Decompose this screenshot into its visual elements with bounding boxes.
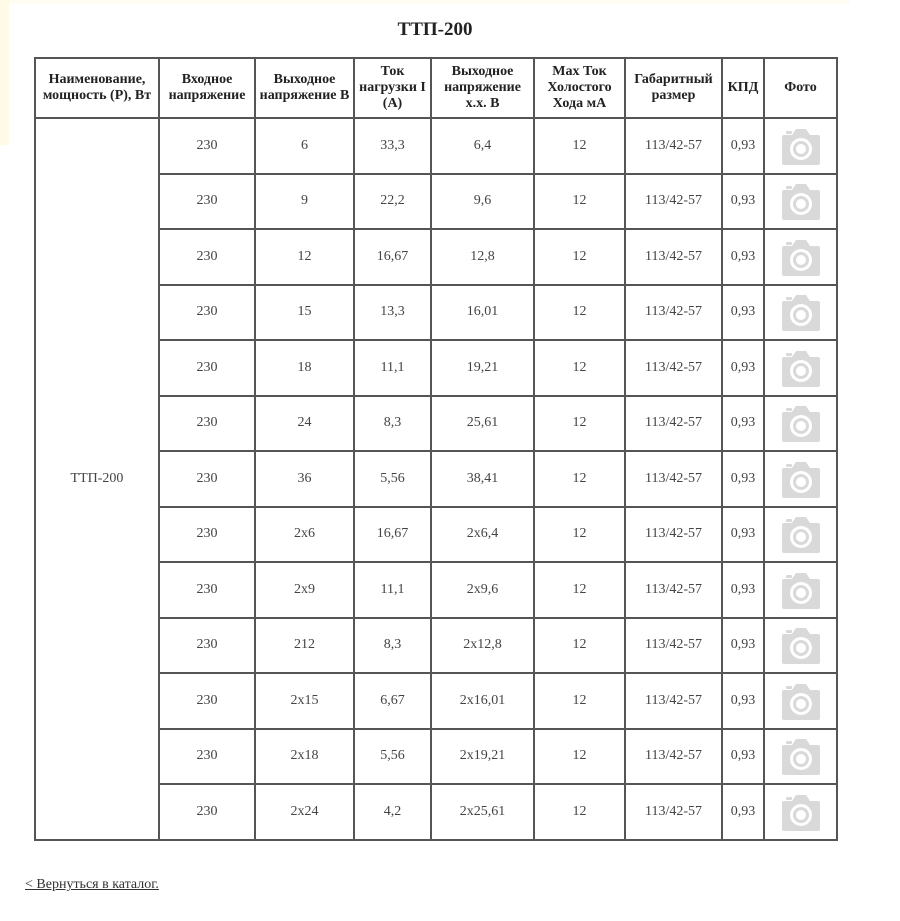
cell-load-current: 16,67 (354, 507, 431, 563)
cell-size: 113/42-57 (625, 340, 722, 396)
cell-idle-current: 12 (534, 229, 625, 285)
camera-placeholder-icon[interactable] (780, 348, 822, 388)
header-load-current: Ток нагрузки I (А) (354, 58, 431, 118)
cell-idle-current: 12 (534, 118, 625, 174)
cell-photo (764, 396, 837, 452)
cell-idle-current: 12 (534, 673, 625, 729)
cell-input-voltage: 230 (159, 507, 255, 563)
cell-output-voltage: 6 (255, 118, 354, 174)
cell-efficiency: 0,93 (722, 396, 764, 452)
specs-table (34, 57, 838, 841)
camera-placeholder-icon[interactable] (780, 792, 822, 832)
camera-placeholder-icon[interactable] (780, 570, 822, 610)
cell-size: 113/42-57 (625, 451, 722, 507)
cell-photo (764, 729, 837, 785)
cell-output-voltage: 2х18 (255, 729, 354, 785)
cell-output-voltage: 36 (255, 451, 354, 507)
cell-idle-current: 12 (534, 562, 625, 618)
page-title: ТТП-200 (397, 19, 473, 40)
cell-idle-current: 12 (534, 507, 625, 563)
header-photo: Фото (764, 58, 837, 118)
cell-photo (764, 174, 837, 230)
cell-input-voltage: 230 (159, 174, 255, 230)
cell-efficiency: 0,93 (722, 229, 764, 285)
cell-input-voltage: 230 (159, 673, 255, 729)
cell-load-current: 4,2 (354, 784, 431, 840)
cell-input-voltage: 230 (159, 285, 255, 341)
cell-idle-voltage: 6,4 (431, 118, 534, 174)
cell-photo (764, 285, 837, 341)
cell-idle-current: 12 (534, 174, 625, 230)
table-row (35, 118, 837, 174)
cell-size: 113/42-57 (625, 118, 722, 174)
cell-photo (764, 340, 837, 396)
cell-load-current: 22,2 (354, 174, 431, 230)
cell-size: 113/42-57 (625, 285, 722, 341)
cell-output-voltage: 2х6 (255, 507, 354, 563)
cell-load-current: 13,3 (354, 285, 431, 341)
camera-placeholder-icon[interactable] (780, 292, 822, 332)
cell-idle-voltage: 2х25,61 (431, 784, 534, 840)
cell-load-current: 8,3 (354, 396, 431, 452)
cell-input-voltage: 230 (159, 729, 255, 785)
cell-input-voltage: 230 (159, 562, 255, 618)
cell-photo (764, 562, 837, 618)
camera-placeholder-icon[interactable] (780, 625, 822, 665)
camera-placeholder-icon[interactable] (780, 681, 822, 721)
cell-size: 113/42-57 (625, 729, 722, 785)
cell-load-current: 8,3 (354, 618, 431, 674)
cell-efficiency: 0,93 (722, 618, 764, 674)
cell-size: 113/42-57 (625, 784, 722, 840)
header-idle-voltage: Выходное напряжение х.х. В (431, 58, 534, 118)
cell-idle-voltage: 2х6,4 (431, 507, 534, 563)
cell-idle-voltage: 2х19,21 (431, 729, 534, 785)
cell-efficiency: 0,93 (722, 507, 764, 563)
top-accent (0, 0, 850, 4)
cell-size: 113/42-57 (625, 562, 722, 618)
cell-efficiency: 0,93 (722, 451, 764, 507)
cell-idle-voltage: 16,01 (431, 285, 534, 341)
back-to-catalog-link[interactable]: < Вернуться в каталог. (25, 877, 159, 892)
camera-placeholder-icon[interactable] (780, 459, 822, 499)
cell-idle-voltage: 12,8 (431, 229, 534, 285)
cell-photo (764, 618, 837, 674)
cell-output-voltage: 9 (255, 174, 354, 230)
camera-placeholder-icon[interactable] (780, 736, 822, 776)
cell-idle-voltage: 2х16,01 (431, 673, 534, 729)
cell-photo (764, 673, 837, 729)
header-input-voltage: Входное напряжение (159, 58, 255, 118)
cell-load-current: 11,1 (354, 562, 431, 618)
cell-idle-current: 12 (534, 729, 625, 785)
cell-idle-current: 12 (534, 340, 625, 396)
camera-placeholder-icon[interactable] (780, 237, 822, 277)
camera-placeholder-icon[interactable] (780, 181, 822, 221)
cell-output-voltage: 12 (255, 229, 354, 285)
cell-idle-current: 12 (534, 618, 625, 674)
cell-efficiency: 0,93 (722, 673, 764, 729)
header-efficiency: КПД (722, 58, 764, 118)
cell-load-current: 5,56 (354, 451, 431, 507)
camera-placeholder-icon[interactable] (780, 514, 822, 554)
cell-load-current: 6,67 (354, 673, 431, 729)
cell-input-voltage: 230 (159, 451, 255, 507)
cell-efficiency: 0,93 (722, 285, 764, 341)
cell-output-voltage: 24 (255, 396, 354, 452)
cell-size: 113/42-57 (625, 673, 722, 729)
cell-idle-voltage: 2х12,8 (431, 618, 534, 674)
cell-efficiency: 0,93 (722, 118, 764, 174)
cell-efficiency: 0,93 (722, 562, 764, 618)
cell-load-current: 16,67 (354, 229, 431, 285)
cell-size: 113/42-57 (625, 507, 722, 563)
cell-efficiency: 0,93 (722, 784, 764, 840)
cell-photo (764, 118, 837, 174)
cell-idle-voltage: 2х9,6 (431, 562, 534, 618)
cell-output-voltage: 2х9 (255, 562, 354, 618)
cell-efficiency: 0,93 (722, 174, 764, 230)
header-size: Габаритный размер (625, 58, 722, 118)
camera-placeholder-icon[interactable] (780, 403, 822, 443)
cell-idle-current: 12 (534, 396, 625, 452)
cell-idle-current: 12 (534, 285, 625, 341)
cell-load-current: 11,1 (354, 340, 431, 396)
cell-input-voltage: 230 (159, 118, 255, 174)
header-row (35, 58, 837, 118)
cell-output-voltage: 15 (255, 285, 354, 341)
header-idle-current: Max Ток Холостого Хода мА (534, 58, 625, 118)
cell-load-current: 5,56 (354, 729, 431, 785)
cell-size: 113/42-57 (625, 174, 722, 230)
product-name-cell: ТТП-200 (35, 118, 159, 840)
cell-output-voltage: 18 (255, 340, 354, 396)
cell-idle-current: 12 (534, 451, 625, 507)
cell-input-voltage: 230 (159, 784, 255, 840)
cell-idle-current: 12 (534, 784, 625, 840)
cell-idle-voltage: 25,61 (431, 396, 534, 452)
cell-size: 113/42-57 (625, 618, 722, 674)
cell-input-voltage: 230 (159, 229, 255, 285)
cell-output-voltage: 2х15 (255, 673, 354, 729)
cell-photo (764, 451, 837, 507)
cell-input-voltage: 230 (159, 340, 255, 396)
cell-photo (764, 507, 837, 563)
cell-efficiency: 0,93 (722, 729, 764, 785)
cell-efficiency: 0,93 (722, 340, 764, 396)
cell-input-voltage: 230 (159, 618, 255, 674)
header-output-voltage: Выходное напряжение В (255, 58, 354, 118)
camera-placeholder-icon[interactable] (780, 126, 822, 166)
cell-idle-voltage: 38,41 (431, 451, 534, 507)
cell-size: 113/42-57 (625, 396, 722, 452)
cell-idle-voltage: 9,6 (431, 174, 534, 230)
cell-idle-voltage: 19,21 (431, 340, 534, 396)
header-name: Наименование, мощность (P), Вт (35, 58, 159, 118)
cell-output-voltage: 212 (255, 618, 354, 674)
cell-photo (764, 784, 837, 840)
cell-load-current: 33,3 (354, 118, 431, 174)
cell-input-voltage: 230 (159, 396, 255, 452)
cell-photo (764, 229, 837, 285)
cell-size: 113/42-57 (625, 229, 722, 285)
cell-output-voltage: 2х24 (255, 784, 354, 840)
